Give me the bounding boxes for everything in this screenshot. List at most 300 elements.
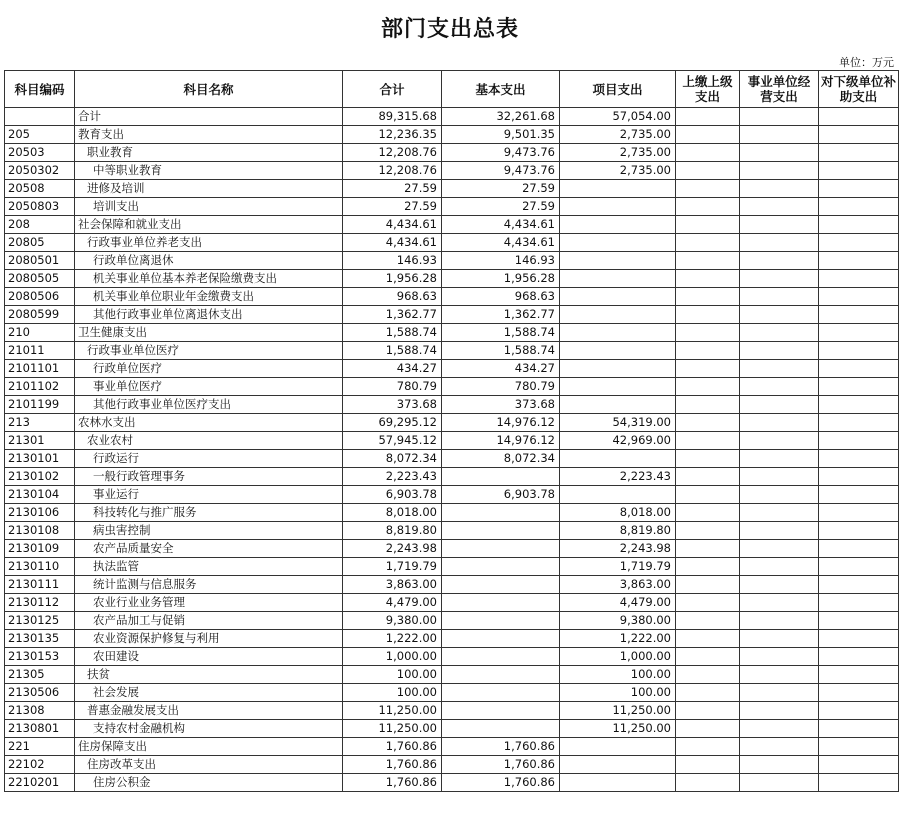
cell-basic: 968.63 <box>442 288 560 306</box>
cell-project: 1,000.00 <box>560 648 676 666</box>
cell-business <box>740 702 819 720</box>
table-row <box>5 342 899 360</box>
cell-basic <box>442 540 560 558</box>
cell-business <box>740 198 819 216</box>
cell-basic <box>442 702 560 720</box>
cell-upper <box>676 396 740 414</box>
cell-basic: 14,976.12 <box>442 414 560 432</box>
cell-project: 42,969.00 <box>560 432 676 450</box>
cell-business <box>740 360 819 378</box>
cell-project: 57,054.00 <box>560 108 676 126</box>
cell-upper <box>676 306 740 324</box>
table-row <box>5 468 899 486</box>
cell-code: 2130111 <box>5 576 75 594</box>
cell-total: 6,903.78 <box>343 486 442 504</box>
table-row <box>5 702 899 720</box>
cell-business <box>740 540 819 558</box>
cell-name: 农业农村 <box>75 432 343 450</box>
cell-business <box>740 558 819 576</box>
cell-basic: 1,956.28 <box>442 270 560 288</box>
cell-upper <box>676 162 740 180</box>
cell-total: 57,945.12 <box>343 432 442 450</box>
cell-total: 1,222.00 <box>343 630 442 648</box>
cell-code: 2080506 <box>5 288 75 306</box>
cell-project <box>560 180 676 198</box>
cell-total: 8,819.80 <box>343 522 442 540</box>
cell-code: 2130109 <box>5 540 75 558</box>
table-row <box>5 432 899 450</box>
cell-project <box>560 306 676 324</box>
cell-total: 11,250.00 <box>343 702 442 720</box>
cell-name: 职业教育 <box>75 144 343 162</box>
cell-project <box>560 198 676 216</box>
cell-code: 2130104 <box>5 486 75 504</box>
cell-subsidy <box>819 720 899 738</box>
cell-subsidy <box>819 666 899 684</box>
cell-upper <box>676 108 740 126</box>
cell-subsidy <box>819 378 899 396</box>
cell-subsidy <box>819 432 899 450</box>
cell-upper <box>676 432 740 450</box>
cell-business <box>740 522 819 540</box>
header-code: 科目编码 <box>5 71 75 108</box>
cell-code: 2130112 <box>5 594 75 612</box>
cell-basic: 373.68 <box>442 396 560 414</box>
header-project: 项目支出 <box>560 71 676 108</box>
cell-total: 1,362.77 <box>343 306 442 324</box>
cell-basic <box>442 648 560 666</box>
cell-upper <box>676 234 740 252</box>
cell-name: 统计监测与信息服务 <box>75 576 343 594</box>
cell-code: 21011 <box>5 342 75 360</box>
cell-name: 执法监管 <box>75 558 343 576</box>
cell-total: 4,479.00 <box>343 594 442 612</box>
cell-total: 968.63 <box>343 288 442 306</box>
cell-subsidy <box>819 108 899 126</box>
cell-project: 2,735.00 <box>560 144 676 162</box>
cell-code: 2080505 <box>5 270 75 288</box>
cell-business <box>740 468 819 486</box>
cell-basic: 1,760.86 <box>442 774 560 792</box>
cell-subsidy <box>819 504 899 522</box>
table-row <box>5 180 899 198</box>
cell-upper <box>676 342 740 360</box>
cell-project: 54,319.00 <box>560 414 676 432</box>
cell-basic <box>442 720 560 738</box>
cell-business <box>740 108 819 126</box>
cell-upper <box>676 378 740 396</box>
table-row <box>5 720 899 738</box>
cell-total: 1,956.28 <box>343 270 442 288</box>
table-row <box>5 216 899 234</box>
cell-upper <box>676 504 740 522</box>
cell-subsidy <box>819 396 899 414</box>
header-upper: 上缴上级支出 <box>676 71 740 108</box>
cell-total: 11,250.00 <box>343 720 442 738</box>
cell-subsidy <box>819 324 899 342</box>
cell-subsidy <box>819 234 899 252</box>
cell-code: 205 <box>5 126 75 144</box>
table-row <box>5 108 899 126</box>
cell-project <box>560 738 676 756</box>
cell-subsidy <box>819 360 899 378</box>
cell-business <box>740 162 819 180</box>
cell-name: 科技转化与推广服务 <box>75 504 343 522</box>
cell-subsidy <box>819 414 899 432</box>
cell-upper <box>676 216 740 234</box>
cell-code: 21308 <box>5 702 75 720</box>
cell-code: 2101199 <box>5 396 75 414</box>
cell-business <box>740 306 819 324</box>
table-row <box>5 522 899 540</box>
cell-business <box>740 756 819 774</box>
cell-subsidy <box>819 288 899 306</box>
cell-total: 3,863.00 <box>343 576 442 594</box>
cell-upper <box>676 576 740 594</box>
cell-project <box>560 288 676 306</box>
cell-business <box>740 126 819 144</box>
cell-business <box>740 396 819 414</box>
cell-upper <box>676 666 740 684</box>
cell-subsidy <box>819 756 899 774</box>
cell-upper <box>676 648 740 666</box>
cell-project: 2,243.98 <box>560 540 676 558</box>
table-body <box>5 108 899 792</box>
cell-upper <box>676 252 740 270</box>
page-title: 部门支出总表 <box>380 17 519 42</box>
cell-business <box>740 486 819 504</box>
cell-name: 住房保障支出 <box>75 738 343 756</box>
cell-project: 8,018.00 <box>560 504 676 522</box>
cell-name: 农林水支出 <box>75 414 343 432</box>
cell-subsidy <box>819 144 899 162</box>
cell-upper <box>676 774 740 792</box>
cell-name: 扶贫 <box>75 666 343 684</box>
unit-label: 单位：万元 <box>839 56 894 69</box>
table-row <box>5 558 899 576</box>
header-subsidy: 对下级单位补助支出 <box>819 71 899 108</box>
cell-total: 9,380.00 <box>343 612 442 630</box>
cell-total: 780.79 <box>343 378 442 396</box>
cell-project <box>560 324 676 342</box>
cell-project: 2,735.00 <box>560 162 676 180</box>
cell-name: 中等职业教育 <box>75 162 343 180</box>
cell-name: 农业资源保护修复与利用 <box>75 630 343 648</box>
cell-subsidy <box>819 702 899 720</box>
cell-basic: 9,473.76 <box>442 162 560 180</box>
cell-code: 2080501 <box>5 252 75 270</box>
cell-basic <box>442 684 560 702</box>
cell-business <box>740 450 819 468</box>
cell-upper <box>676 756 740 774</box>
table-row <box>5 414 899 432</box>
cell-total: 373.68 <box>343 396 442 414</box>
cell-code: 2050302 <box>5 162 75 180</box>
cell-total: 1,760.86 <box>343 738 442 756</box>
cell-upper <box>676 144 740 162</box>
header-business: 事业单位经营支出 <box>740 71 819 108</box>
cell-subsidy <box>819 576 899 594</box>
cell-upper <box>676 180 740 198</box>
cell-name: 住房改革支出 <box>75 756 343 774</box>
cell-basic: 6,903.78 <box>442 486 560 504</box>
cell-name: 农业行业业务管理 <box>75 594 343 612</box>
cell-project <box>560 270 676 288</box>
table-row <box>5 306 899 324</box>
cell-subsidy <box>819 306 899 324</box>
cell-total: 8,018.00 <box>343 504 442 522</box>
cell-subsidy <box>819 180 899 198</box>
cell-basic <box>442 666 560 684</box>
table-row <box>5 378 899 396</box>
cell-total: 27.59 <box>343 198 442 216</box>
cell-basic: 4,434.61 <box>442 216 560 234</box>
cell-business <box>740 180 819 198</box>
cell-business <box>740 720 819 738</box>
cell-basic: 4,434.61 <box>442 234 560 252</box>
cell-code: 22102 <box>5 756 75 774</box>
cell-code: 20805 <box>5 234 75 252</box>
cell-project <box>560 342 676 360</box>
cell-code: 210 <box>5 324 75 342</box>
table-row <box>5 126 899 144</box>
cell-project <box>560 486 676 504</box>
cell-name: 一般行政管理事务 <box>75 468 343 486</box>
cell-basic: 1,362.77 <box>442 306 560 324</box>
table-row <box>5 576 899 594</box>
cell-total: 434.27 <box>343 360 442 378</box>
cell-business <box>740 738 819 756</box>
cell-upper <box>676 594 740 612</box>
cell-code: 208 <box>5 216 75 234</box>
cell-code: 2210201 <box>5 774 75 792</box>
cell-subsidy <box>819 162 899 180</box>
cell-name: 教育支出 <box>75 126 343 144</box>
cell-basic <box>442 504 560 522</box>
cell-project: 2,223.43 <box>560 468 676 486</box>
cell-basic: 27.59 <box>442 198 560 216</box>
cell-code: 21301 <box>5 432 75 450</box>
cell-name: 支持农村金融机构 <box>75 720 343 738</box>
cell-name: 社会发展 <box>75 684 343 702</box>
cell-total: 12,208.76 <box>343 144 442 162</box>
cell-business <box>740 414 819 432</box>
cell-upper <box>676 324 740 342</box>
table-row <box>5 162 899 180</box>
cell-project <box>560 396 676 414</box>
cell-subsidy <box>819 216 899 234</box>
cell-total: 1,000.00 <box>343 648 442 666</box>
table-row <box>5 774 899 792</box>
cell-subsidy <box>819 774 899 792</box>
table-row <box>5 270 899 288</box>
cell-business <box>740 666 819 684</box>
cell-business <box>740 630 819 648</box>
cell-code: 2130106 <box>5 504 75 522</box>
cell-name: 行政运行 <box>75 450 343 468</box>
cell-subsidy <box>819 558 899 576</box>
cell-basic: 780.79 <box>442 378 560 396</box>
cell-business <box>740 324 819 342</box>
cell-project: 11,250.00 <box>560 720 676 738</box>
cell-basic: 14,976.12 <box>442 432 560 450</box>
cell-total: 12,208.76 <box>343 162 442 180</box>
cell-business <box>740 648 819 666</box>
cell-project <box>560 774 676 792</box>
cell-subsidy <box>819 126 899 144</box>
cell-business <box>740 378 819 396</box>
cell-name: 行政事业单位养老支出 <box>75 234 343 252</box>
cell-basic: 8,072.34 <box>442 450 560 468</box>
cell-upper <box>676 720 740 738</box>
cell-subsidy <box>819 450 899 468</box>
cell-project <box>560 450 676 468</box>
cell-project: 2,735.00 <box>560 126 676 144</box>
cell-name: 机关事业单位基本养老保险缴费支出 <box>75 270 343 288</box>
cell-code: 21305 <box>5 666 75 684</box>
cell-code: 2101102 <box>5 378 75 396</box>
cell-business <box>740 342 819 360</box>
cell-basic: 9,501.35 <box>442 126 560 144</box>
cell-total: 2,243.98 <box>343 540 442 558</box>
cell-basic: 9,473.76 <box>442 144 560 162</box>
cell-project: 1,222.00 <box>560 630 676 648</box>
header-name: 科目名称 <box>75 71 343 108</box>
table-row <box>5 486 899 504</box>
cell-business <box>740 252 819 270</box>
cell-project: 8,819.80 <box>560 522 676 540</box>
cell-upper <box>676 468 740 486</box>
cell-code: 2130801 <box>5 720 75 738</box>
header-basic: 基本支出 <box>442 71 560 108</box>
cell-name: 培训支出 <box>75 198 343 216</box>
table-row <box>5 666 899 684</box>
cell-total: 1,588.74 <box>343 342 442 360</box>
table-row <box>5 756 899 774</box>
cell-business <box>740 270 819 288</box>
cell-code: 2080599 <box>5 306 75 324</box>
cell-upper <box>676 414 740 432</box>
cell-total: 146.93 <box>343 252 442 270</box>
table-row <box>5 630 899 648</box>
cell-name: 合计 <box>75 108 343 126</box>
cell-basic <box>442 522 560 540</box>
table-row <box>5 612 899 630</box>
table-header-row <box>5 71 899 108</box>
table-row <box>5 684 899 702</box>
cell-code: 2130108 <box>5 522 75 540</box>
cell-total: 100.00 <box>343 684 442 702</box>
cell-business <box>740 594 819 612</box>
cell-subsidy <box>819 468 899 486</box>
cell-total: 4,434.61 <box>343 216 442 234</box>
cell-upper <box>676 558 740 576</box>
table-row <box>5 198 899 216</box>
cell-code: 2130135 <box>5 630 75 648</box>
cell-code: 2101101 <box>5 360 75 378</box>
cell-upper <box>676 450 740 468</box>
cell-upper <box>676 198 740 216</box>
cell-basic: 1,760.86 <box>442 738 560 756</box>
cell-upper <box>676 612 740 630</box>
cell-name: 行政单位离退休 <box>75 252 343 270</box>
cell-subsidy <box>819 486 899 504</box>
cell-project <box>560 756 676 774</box>
table-row <box>5 144 899 162</box>
cell-name: 病虫害控制 <box>75 522 343 540</box>
cell-upper <box>676 288 740 306</box>
cell-subsidy <box>819 684 899 702</box>
expenditure-table <box>4 70 899 792</box>
cell-code <box>5 108 75 126</box>
table-row <box>5 396 899 414</box>
cell-project <box>560 234 676 252</box>
cell-project: 100.00 <box>560 666 676 684</box>
cell-name: 农产品加工与促销 <box>75 612 343 630</box>
cell-upper <box>676 540 740 558</box>
cell-subsidy <box>819 738 899 756</box>
cell-name: 机关事业单位职业年金缴费支出 <box>75 288 343 306</box>
cell-code: 2130102 <box>5 468 75 486</box>
cell-project: 100.00 <box>560 684 676 702</box>
cell-business <box>740 234 819 252</box>
cell-basic <box>442 612 560 630</box>
cell-business <box>740 774 819 792</box>
cell-name: 住房公积金 <box>75 774 343 792</box>
cell-subsidy <box>819 594 899 612</box>
table-row <box>5 504 899 522</box>
table-row <box>5 252 899 270</box>
cell-upper <box>676 702 740 720</box>
cell-code: 213 <box>5 414 75 432</box>
cell-business <box>740 612 819 630</box>
cell-business <box>740 216 819 234</box>
cell-business <box>740 144 819 162</box>
cell-business <box>740 288 819 306</box>
cell-total: 1,719.79 <box>343 558 442 576</box>
cell-code: 221 <box>5 738 75 756</box>
cell-basic <box>442 558 560 576</box>
cell-basic: 146.93 <box>442 252 560 270</box>
cell-subsidy <box>819 630 899 648</box>
cell-total: 100.00 <box>343 666 442 684</box>
cell-name: 农产品质量安全 <box>75 540 343 558</box>
cell-subsidy <box>819 252 899 270</box>
cell-code: 2050803 <box>5 198 75 216</box>
cell-upper <box>676 486 740 504</box>
cell-project <box>560 252 676 270</box>
cell-total: 27.59 <box>343 180 442 198</box>
cell-total: 1,760.86 <box>343 756 442 774</box>
cell-name: 事业运行 <box>75 486 343 504</box>
table-row <box>5 324 899 342</box>
table-row <box>5 594 899 612</box>
cell-subsidy <box>819 198 899 216</box>
cell-name: 行政事业单位医疗 <box>75 342 343 360</box>
cell-business <box>740 576 819 594</box>
cell-basic: 1,588.74 <box>442 324 560 342</box>
cell-code: 2130125 <box>5 612 75 630</box>
cell-upper <box>676 684 740 702</box>
cell-upper <box>676 522 740 540</box>
cell-project <box>560 378 676 396</box>
cell-upper <box>676 738 740 756</box>
cell-name: 行政单位医疗 <box>75 360 343 378</box>
table-row <box>5 450 899 468</box>
cell-subsidy <box>819 540 899 558</box>
cell-subsidy <box>819 342 899 360</box>
cell-basic: 32,261.68 <box>442 108 560 126</box>
